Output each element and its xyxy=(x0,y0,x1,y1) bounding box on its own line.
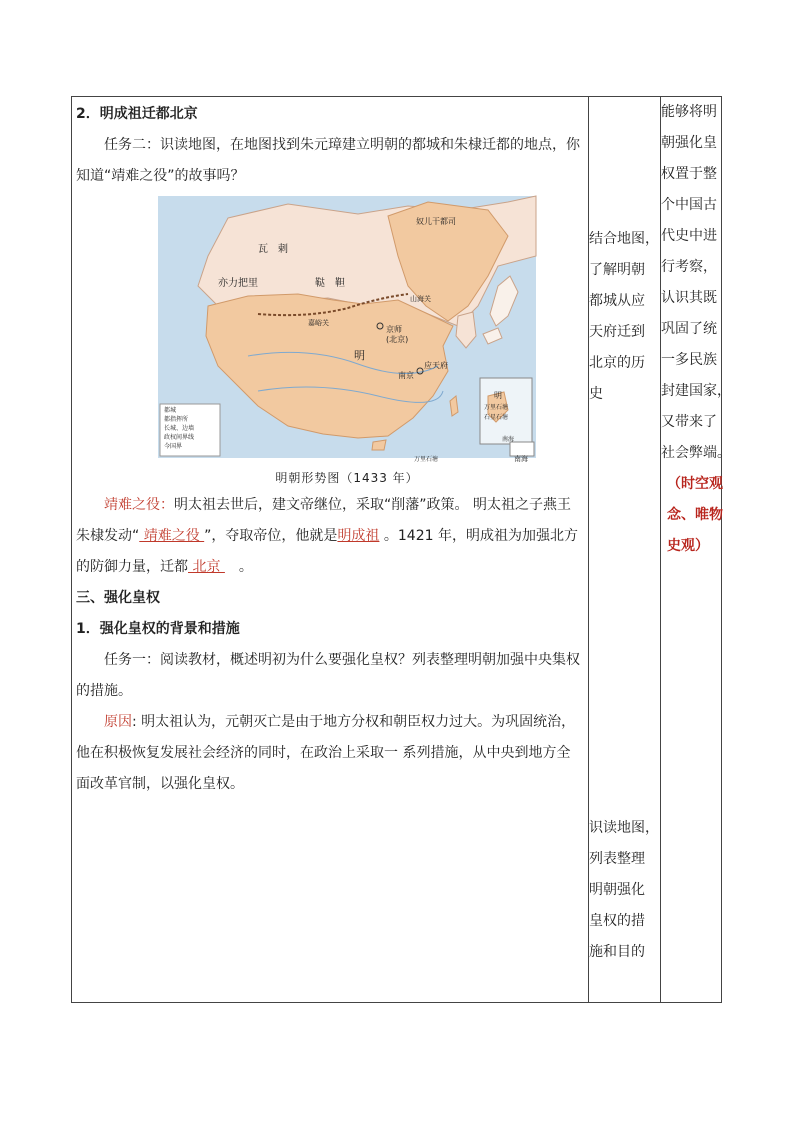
reason-paragraph xyxy=(76,707,582,800)
goal-line: 行考察， xyxy=(661,259,717,275)
legend-item-capital: 都城 xyxy=(164,407,177,414)
activity1-line: 天府迁到 xyxy=(589,324,645,340)
goal-line: 又带来了 xyxy=(661,414,717,430)
goal-line: 认识其既 xyxy=(661,290,717,306)
jingnan-blank-3: 北京 xyxy=(188,559,225,575)
map-label-nanhai-box: 南海 xyxy=(514,455,528,463)
jingnan-blank-1: 靖难之役 xyxy=(139,528,205,544)
activity2-line: 皇权的措 xyxy=(589,913,645,929)
literacy-line: 念、唯物 xyxy=(667,507,723,523)
goal-line: 代史中进 xyxy=(661,228,717,244)
activity1-line: 结合地图， xyxy=(589,231,659,247)
map-inset-label-1: 万里石塘 xyxy=(484,404,509,411)
jingnan-text-2: ”，夺取帝位，他就是 xyxy=(204,528,338,544)
reason-label: 原因 xyxy=(104,714,132,730)
section2-heading: 2．明成祖迁都北京 xyxy=(76,106,198,122)
task1-text: 任务一：阅读教材，概述明初为什么要强化皇权？列表整理明朝加强中央集权的措施。 xyxy=(76,652,580,699)
map-label-beijing: (北京) xyxy=(386,335,409,344)
map-inset-title: 明 xyxy=(494,391,502,400)
map-label-nuergan: 奴儿干都司 xyxy=(416,217,456,226)
literacy-line: （时空观 xyxy=(667,476,723,492)
activity-column-1 xyxy=(589,224,659,410)
content-column xyxy=(72,97,588,800)
ming-map xyxy=(158,196,536,463)
jingnan-blank-2: 明成祖 xyxy=(337,528,380,544)
activity-column-2 xyxy=(589,813,659,968)
map-label-nanjing: 南京 xyxy=(398,371,414,380)
map-label-tatan: 鞑 靼 xyxy=(315,278,345,289)
map-label-wanli-shitang: 万里石塘 xyxy=(414,456,439,463)
map-figure xyxy=(158,196,536,490)
map-caption: 明朝形势图（1433 年） xyxy=(275,471,419,485)
map-label-ming: 明 xyxy=(354,349,365,362)
jingnan-text-4: 。 xyxy=(224,559,253,575)
goal-line: 权置于整 xyxy=(661,166,717,182)
jingnan-text-1: 明太祖去世后，建文帝继位，采取“削藩”政策。 明太祖之子燕王朱棣发动“ xyxy=(76,497,571,544)
activity2-line: 识读地图， xyxy=(589,820,659,836)
map-label-wala: 瓦 剌 xyxy=(258,244,288,255)
map-inset-label-2: 石星石塘 xyxy=(484,414,509,421)
activity1-line: 史 xyxy=(589,386,603,402)
section3-sub1: 1．强化皇权的背景和措施 xyxy=(76,621,240,637)
goal-line: 一多民族 xyxy=(661,352,717,368)
legend-item-border: 今国界 xyxy=(164,443,183,450)
goal-line: 社会弊端。 xyxy=(661,445,731,461)
map-label-yingtianfu: 应天府 xyxy=(424,361,448,370)
map-inset-label-3: 南海 xyxy=(502,436,515,443)
goal-line: 能够将明 xyxy=(661,104,717,120)
activity1-line: 北京的历 xyxy=(589,355,645,371)
legend-item-boundary: 政权间界线 xyxy=(164,434,195,441)
goal-line: 封建国家， xyxy=(661,383,731,399)
legend-item-command: 都指挥所 xyxy=(164,416,189,423)
activity1-line: 了解明朝 xyxy=(589,262,645,278)
map-label-chilibali: 亦力把里 xyxy=(218,278,258,289)
lesson-table xyxy=(71,96,731,1003)
goal-column xyxy=(661,97,731,562)
activity2-line: 列表整理 xyxy=(589,851,645,867)
jingnan-text-3: 。1421 年，明成祖为加强北方的防御力量，迁都 xyxy=(76,528,578,575)
activity2-line: 施和目的 xyxy=(589,944,645,960)
activity2-line: 明朝强化 xyxy=(589,882,645,898)
jingnan-label: 靖难之役： xyxy=(104,497,174,513)
literacy-line: 史观） xyxy=(667,538,709,554)
map-label-jingshi: 京师 xyxy=(386,325,402,334)
reason-text: : 明太祖认为，元朝灭亡是由于地方分权和朝臣权力过大。为巩固统治，他在积极恢复发展社会经济的同时，在政治上采取一 系列措施，从中央到地方全面改革官制，以强化皇权。 xyxy=(76,714,576,792)
map-svg xyxy=(158,196,536,458)
legend-item-wall: 长城、边墙 xyxy=(164,425,195,432)
jingnan-paragraph xyxy=(76,490,582,583)
goal-line: 个中国古 xyxy=(661,197,717,213)
map-label-shanhaiguan: 山海关 xyxy=(410,295,431,303)
section3-heading: 三、强化皇权 xyxy=(76,590,160,606)
goal-line: 朝强化皇 xyxy=(661,135,717,151)
map-legend xyxy=(164,406,194,451)
map-label-jiayuguan: 嘉峪关 xyxy=(308,319,329,327)
goal-line: 巩固了统 xyxy=(661,321,717,337)
task2-text: 任务二：识读地图，在地图找到朱元璋建立明朝的都城和朱棣迁都的地点，你知道“靖难之役”的故事吗？ xyxy=(76,137,580,184)
activity1-line: 都城从应 xyxy=(589,293,645,309)
